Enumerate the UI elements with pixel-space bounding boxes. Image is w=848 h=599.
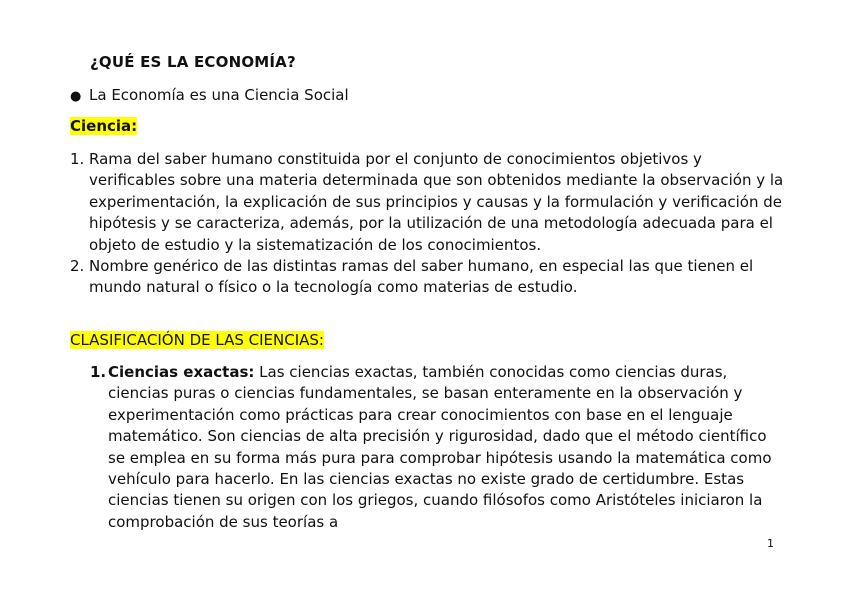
classification-heading — [70, 331, 324, 350]
classification-item — [90, 362, 780, 533]
definitions-list — [70, 149, 790, 299]
bullet-list-item — [70, 86, 349, 106]
classification-heading-text: CLASIFICACIÓN DE LAS CIENCIAS: — [70, 331, 324, 349]
classification-number: 1. — [90, 363, 107, 381]
bullet-icon: ● — [70, 89, 82, 104]
classification-text: Las ciencias exactas, también conocidas como ciencias duras, ciencias puras o ciencias fundamentales, se basan enteramente en la observación y experimentación como prácticas para crear conocimientos con base en el lenguaje matemático. Son ciencias de alta precisión y rigurosidad, dado que el método científico se emplea en su forma más pura para comprobar hipótesis usando la matemática como vehículo para hacerlo. En las ciencias exactas no existe grado de certidumbre. Estas ciencias tienen su origen con los griegos, cuando filósofos como Aristóteles iniciaron la comprobación de sus teorías a — [108, 363, 772, 531]
document-title: ¿QUÉ ES LA ECONOMÍA? — [90, 53, 296, 71]
ciencia-heading-text: Ciencia: — [70, 117, 138, 135]
bullet-text: La Economía es una Ciencia Social — [89, 86, 349, 104]
definition-text: Nombre genérico de las distintas ramas del saber humano, en especial las que tienen el mundo natural o físico o la tecnología como materias de estudio. — [89, 257, 754, 297]
definition-item — [70, 256, 790, 299]
definition-text: Rama del saber humano constituida por el conjunto de conocimientos objetivos y verificables sobre una materia determinada que son obtenidos mediante la observación y la experimentación, la explicación de sus principios y causas y la formulación y verificación de hipótesis y se caracteriza, además, por la utilización de una metodología adecuada para el objeto de estudio y la sistematización de los conocimientos. — [89, 150, 784, 254]
definition-number: 1. — [70, 150, 85, 168]
classification-list — [90, 362, 780, 533]
definition-number: 2. — [70, 257, 85, 276]
page-number: 1 — [767, 537, 774, 550]
classification-body — [108, 362, 780, 533]
definition-item — [70, 149, 790, 256]
ciencia-heading — [70, 117, 137, 136]
classification-term: Ciencias exactas: — [108, 363, 255, 381]
